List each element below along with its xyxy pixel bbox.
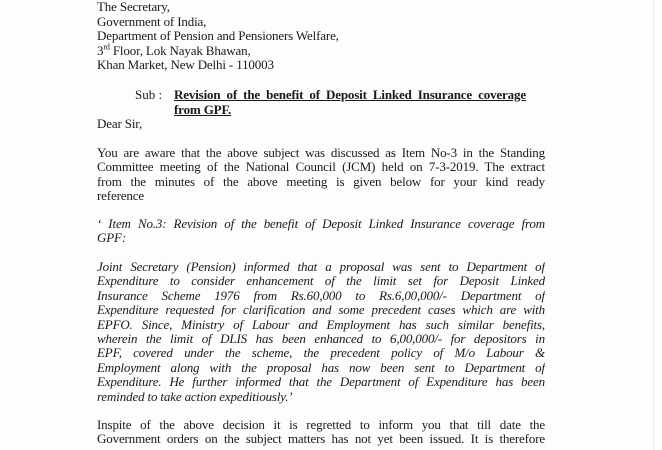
paragraph-3-line: wherein the limit of DLIS has been enhanced to 6,00,000/- for depositors in: [97, 332, 545, 346]
paragraph-3-line: Expenditure. He further informed that the Department of Expenditure has been: [97, 375, 545, 390]
paragraph-4-line: Inspite of the above decision it is regretted to inform you that till date the: [97, 418, 545, 432]
paragraph-4-line: Government orders on the subject matters has not yet been issued. It is therefore: [97, 432, 545, 447]
paragraph-3-line: Insurance Scheme 1976 from Rs.60,000 to Rs.6,00,000/- Department of: [97, 288, 545, 303]
paragraph-2-line: ‘ Item No.3: Revision of the benefit of Deposit Linked Insurance coverage from: [97, 217, 545, 231]
paragraph-2-line: GPF:: [97, 230, 126, 246]
scan-edge: [653, 0, 654, 450]
paragraph-3-line: EPFO. Since, Ministry of Labour and Employment has such similar benefits,: [97, 317, 545, 332]
address-line: Department of Pension and Pensioners Welfare,: [97, 28, 339, 43]
address-line: Khan Market, New Delhi - 110003: [97, 57, 274, 72]
paragraph-1-line: from the minutes of the above meeting is given below for your kind ready: [97, 174, 545, 189]
paragraph-3-line: Joint Secretary (Pension) informed that a proposal was sent to Department of: [97, 260, 545, 274]
paragraph-1-line: Committee meeting of the National Council (JCM) held on 7-3-2019. The extract: [97, 160, 545, 175]
paragraph-3-line: Expenditure requested for clarification and some precedent cases which are with: [97, 303, 545, 318]
address-line: Government of India,: [97, 14, 207, 29]
address-line: 3rd Floor, Lok Nayak Bhawan,: [97, 42, 251, 58]
paragraph-3-line: Expenditure to consider enhancement of the limit set for Deposit Linked: [97, 274, 545, 289]
paragraph-3-line: Employment along with the proposal has now been sent to Department of: [97, 360, 545, 375]
paragraph-1-line: reference: [97, 188, 144, 204]
paragraph-1-line: You are aware that the above subject was discussed as Item No-3 in the Standing: [97, 146, 545, 160]
address-line: The Secretary,: [97, 0, 170, 14]
subject-label: Sub :: [135, 87, 163, 102]
subject-line: Revision of the benefit of Deposit Linked Insurance coverage: [174, 88, 526, 102]
paragraph-3-line: EPF, covered under the scheme, the precedent policy of M/o Labour &: [97, 346, 545, 361]
paragraph-3-line: reminded to take action expeditiously.’: [97, 388, 293, 404]
subject-line: from GPF.: [174, 102, 232, 117]
salutation: Dear Sir,: [97, 116, 143, 131]
